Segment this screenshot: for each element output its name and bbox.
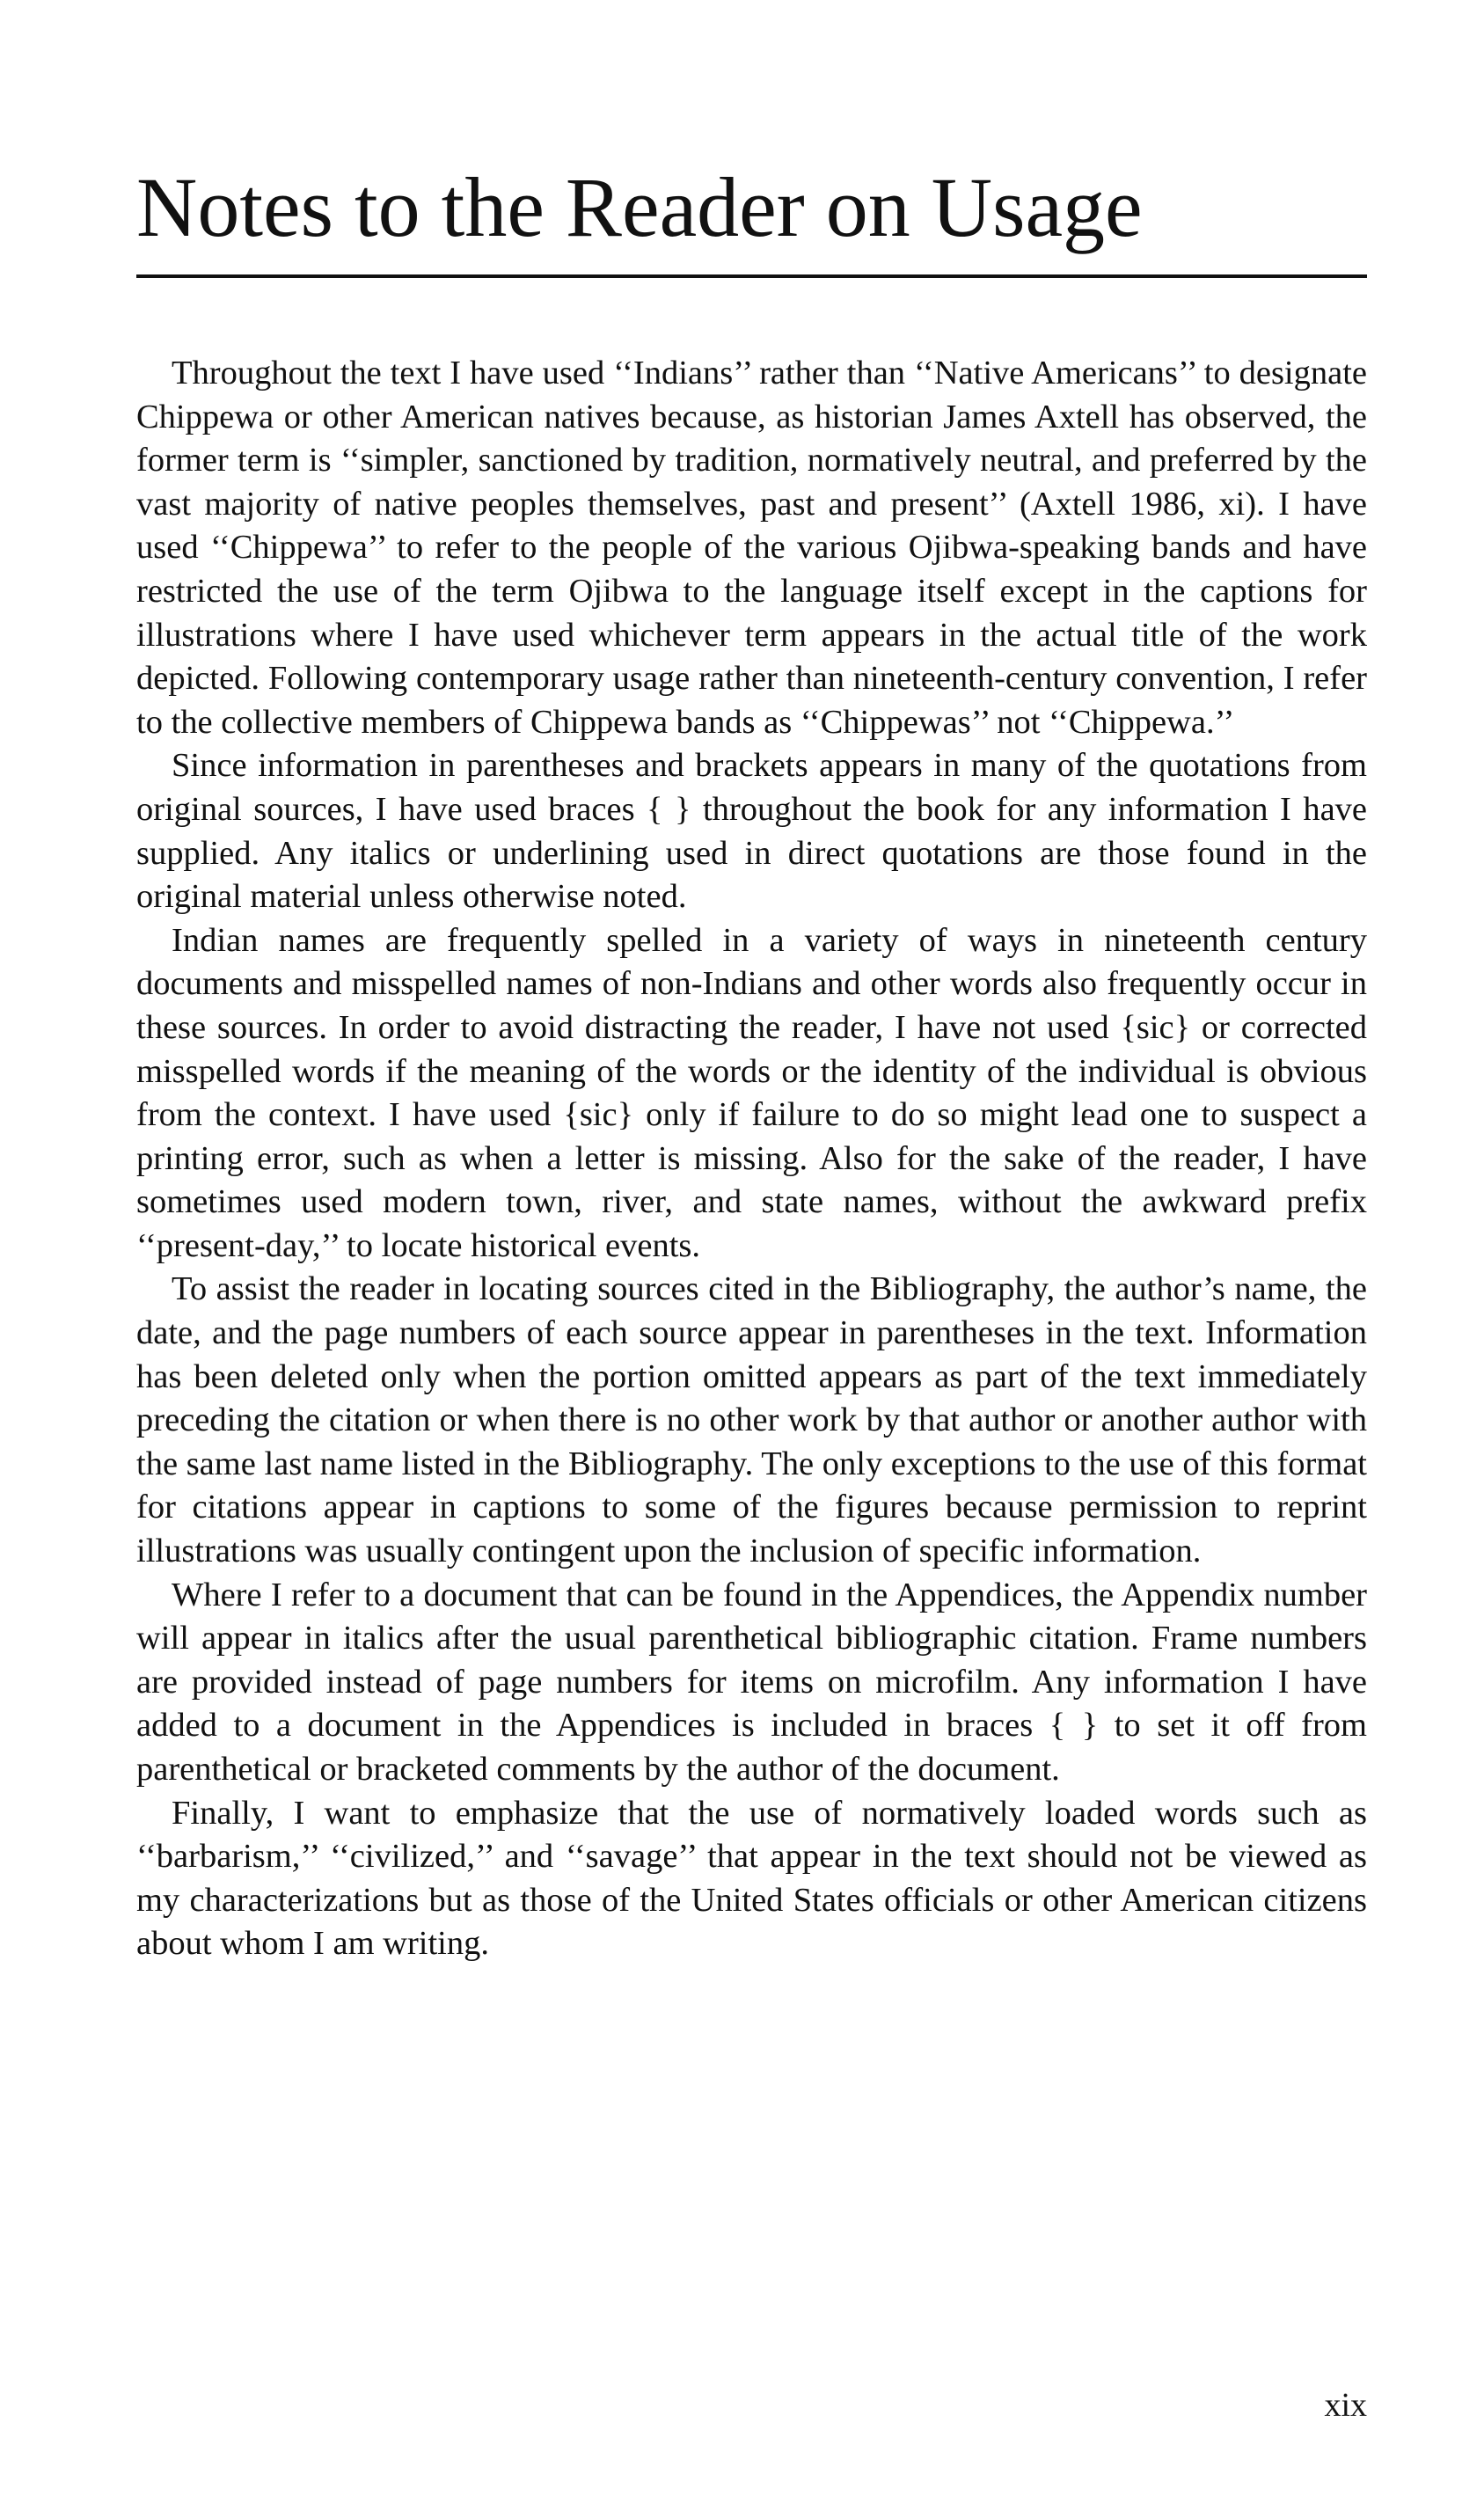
page-title: Notes to the Reader on Usage [136,160,1143,254]
paragraph-appendices: Where I refer to a document that can be found in the Appendices, the Appendix number will appear in italics after the usual parenthetical bibliographic citation. Frame numbers are provided instead of page numbers for items on microfilm. Any information I have added to a document in the Appendices is included in braces { } to set it off from parenthetical or bracketed comments by the author of the document. [136,1576,1367,1788]
paragraph-citations: To assist the reader in locating sources cited in the Bibliography, the author’s name, the date, and the page numbers of each source appear in parentheses in the text. Information has been deleted only when the portion omitted appears as part of the text immediately preceding the citation or when there is no other work by that author or another author with the same last name listed in the Bibliography. The only exceptions to the use of this format for citations appear in captions to some of the figures because permission to reprint illustrations was usually contingent upon the inclusion of specific information. [136,1270,1367,1570]
paragraph-spelling: Indian names are frequently spelled in a variety of ways in nineteenth century documents and misspelled names of non-Indians and other words also frequently occur in these sources. In order to avoid distracting the reader, I have not used {sic} or corrected misspelled words if the meaning of the words or the identity of the individual is obvious from the context. I have used {sic} only if failure to do so might lead one to suspect a printing error, such as when a letter is missing. Also for the sake of the reader, I have sometimes used modern town, river, and state names, without the awkward prefix ‘‘present-day,’’ to locate historical events. [136,921,1367,1264]
title-underline [136,274,1367,278]
page-number: xix [1324,2387,1367,2424]
paragraph-loaded-words: Finally, I want to emphasize that the use of normatively loaded words such as ‘‘barbarism,’’ ‘‘civilized,’’ and ‘‘savage’’ that appear in the text should not be viewed as my characterizations but as those of the United States officials or other American citizens about whom I am writing. [136,1794,1367,1963]
paragraph-braces: Since information in parentheses and brackets appears in many of the quotations from original sources, I have used braces { } throughout the book for any information I have supplied. Any italics or underlining used in direct quotations are those found in the original material unless otherwise noted. [136,747,1367,916]
body-text [136,352,1367,1966]
paragraph-indians-usage: Throughout the text I have used ‘‘Indians’’ rather than ‘‘Native Americans’’ to designate Chippewa or other American natives because, as historian James Axtell has observed, the former term is ‘‘simpler, sanctioned by tradition, normatively neutral, and preferred by the vast majority of native peoples themselves, past and present’’ (Axtell 1986, xi). I have used ‘‘Chippewa’’ to refer to the people of the various Ojibwa-speaking bands and have restricted the use of the term Ojibwa to the language itself except in the captions for illustrations where I have used whichever term appears in the actual title of the work depicted. Following contemporary usage rather than nineteenth-century convention, I refer to the collective members of Chippewa bands as ‘‘Chippewas’’ not ‘‘Chippewa.’’ [136,355,1367,741]
